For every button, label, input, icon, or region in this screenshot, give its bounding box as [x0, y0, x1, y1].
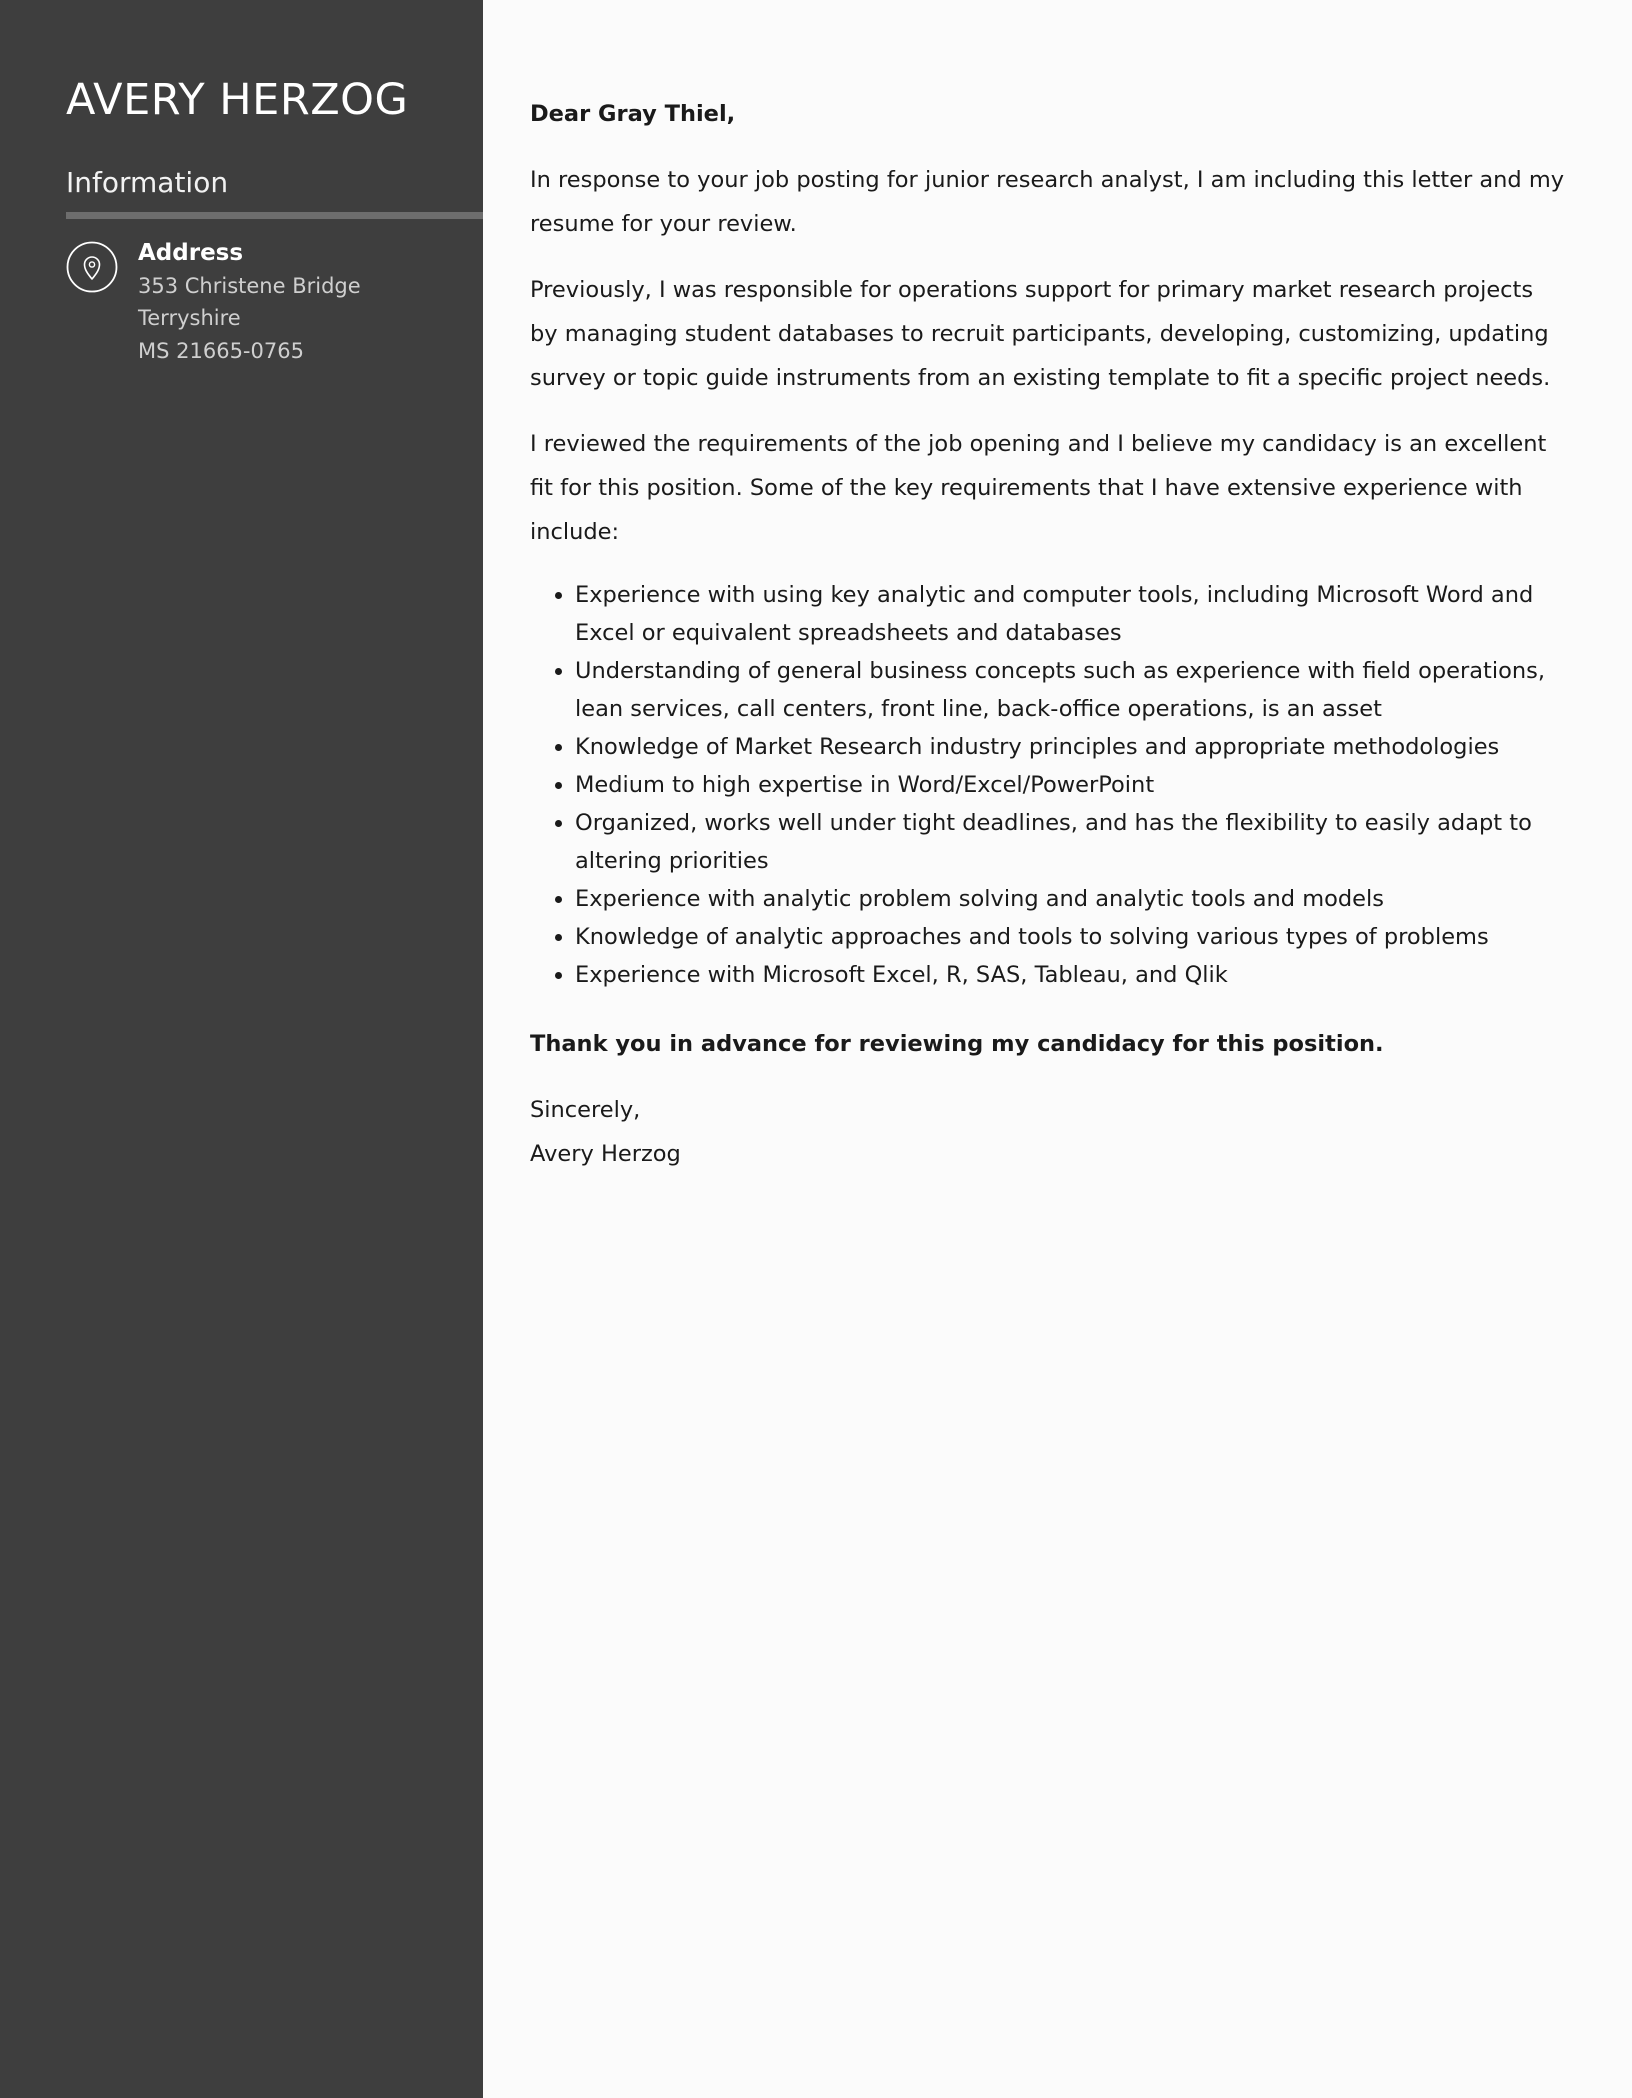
address-line-zip: MS 21665-0765	[138, 339, 304, 363]
paragraph-requirements-intro: I reviewed the requirements of the job opening and I believe my candidacy is an excellent fit for this position. Some of the key requirements that I have extensive experience with include:	[530, 431, 1547, 545]
list-item: • Experience with analytic problem solving and analytic tools and models	[575, 880, 1565, 918]
requirements-list	[530, 576, 1565, 994]
sidebar	[0, 0, 483, 2098]
address-line-city: Terryshire	[138, 306, 241, 330]
paragraph-experience: Previously, I was responsible for operations support for primary market research projects by managing student databases to recruit participants, developing, customizing, updating survey or topic guide instruments from an existing template to fit a specific project needs.	[530, 277, 1551, 391]
location-pin-icon	[66, 241, 118, 293]
signoff: Sincerely,	[530, 1097, 641, 1123]
list-item: • Organized, works well under tight deadlines, and has the flexibility to easily adapt to altering priorities	[575, 804, 1565, 880]
list-item: • Experience with using key analytic and computer tools, including Microsoft Word and Excel or equivalent spreadsheets and databases	[575, 576, 1565, 652]
signature-name: Avery Herzog	[530, 1141, 681, 1167]
address-line-street: 353 Christene Bridge	[138, 274, 361, 298]
information-heading: Information	[66, 166, 229, 199]
closing-line: Thank you in advance for reviewing my candidacy for this position.	[530, 1031, 1384, 1057]
paragraph-intro: In response to your job posting for junior research analyst, I am including this letter and my resume for your review.	[530, 167, 1565, 237]
address-label: Address	[138, 240, 244, 266]
section-divider	[66, 212, 483, 219]
list-item: • Experience with Microsoft Excel, R, SAS, Tableau, and Qlik	[575, 956, 1565, 994]
list-item: • Understanding of general business concepts such as experience with field operations, lean services, call centers, front line, back-office operations, is an asset	[575, 652, 1565, 728]
salutation: Dear Gray Thiel,	[530, 101, 736, 127]
candidate-name: AVERY HERZOG	[66, 75, 409, 125]
list-item: • Medium to high expertise in Word/Excel/PowerPoint	[575, 766, 1565, 804]
cover-letter-body	[530, 92, 1565, 1176]
list-item: • Knowledge of Market Research industry principles and appropriate methodologies	[575, 728, 1565, 766]
list-item: • Knowledge of analytic approaches and tools to solving various types of problems	[575, 918, 1565, 956]
